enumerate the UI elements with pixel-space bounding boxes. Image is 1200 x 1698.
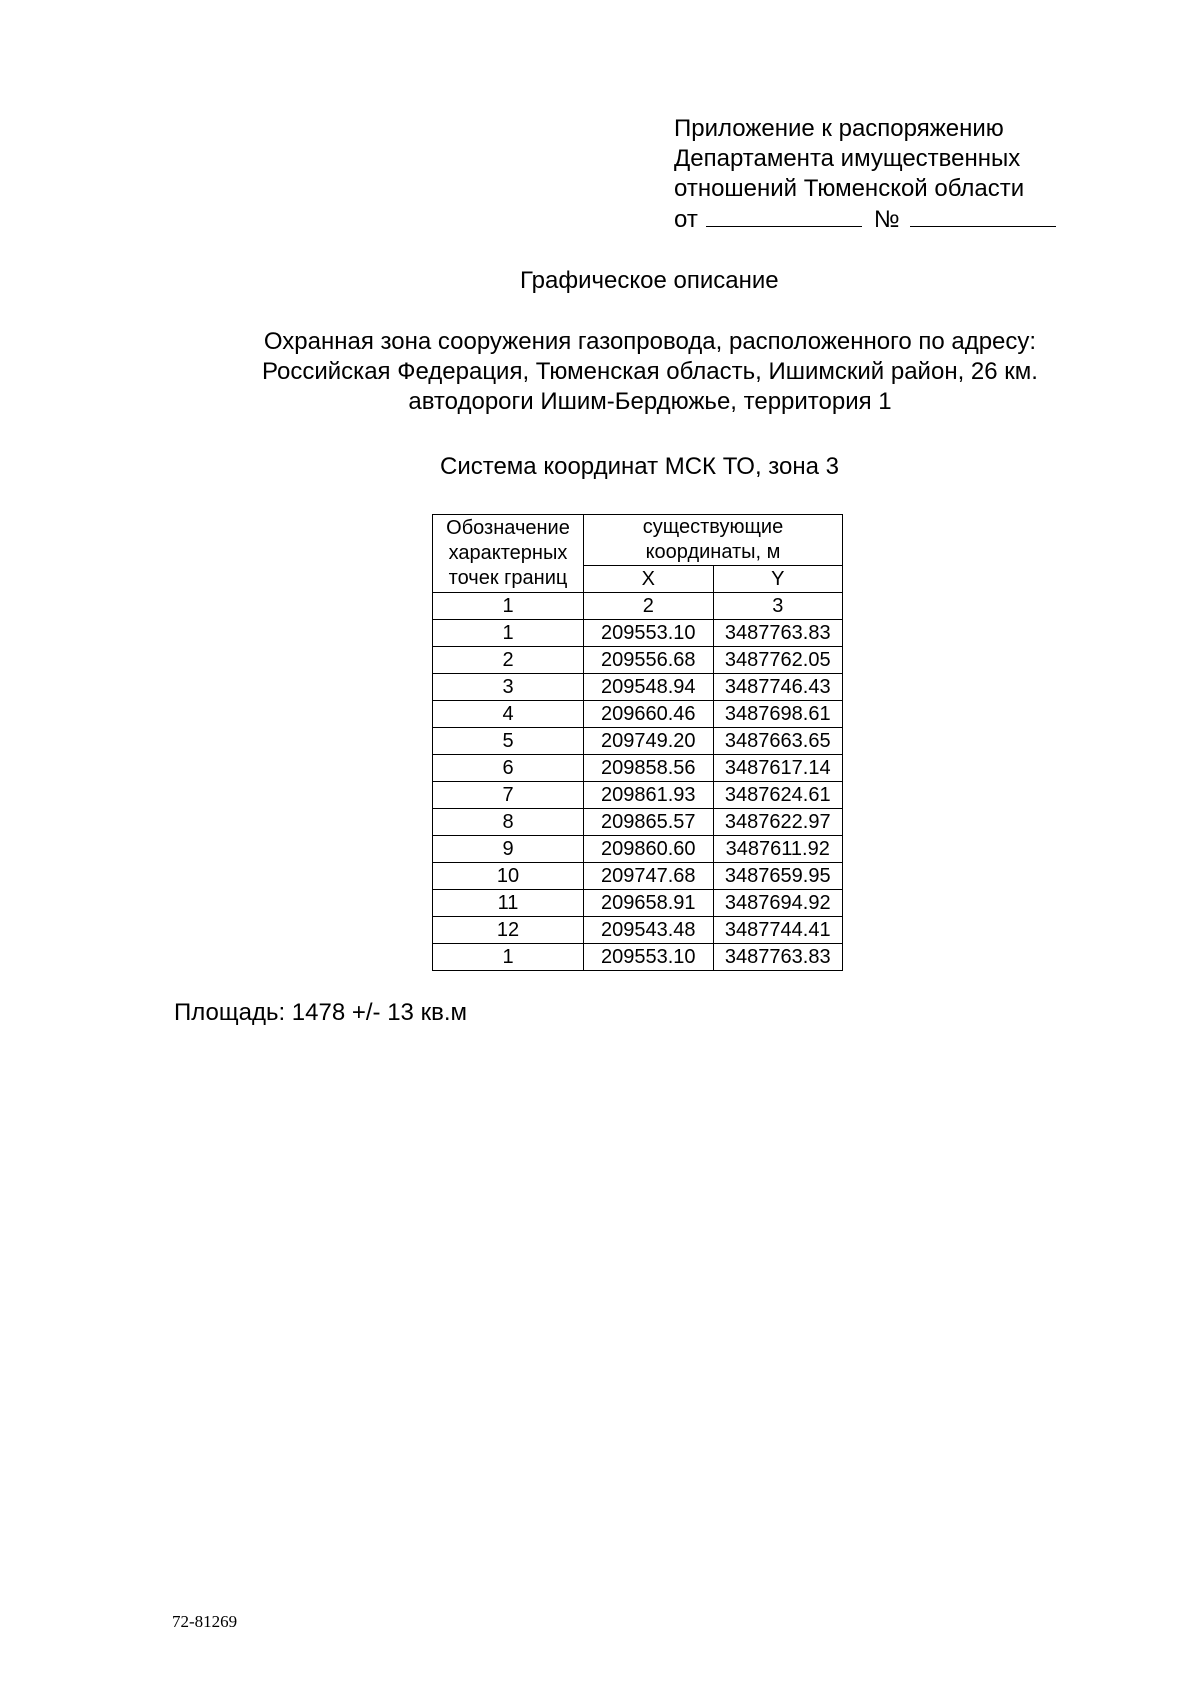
- column-number-3: 3: [713, 593, 843, 620]
- point-cell: 2: [433, 647, 584, 674]
- x-cell: 209865.57: [584, 809, 714, 836]
- table-row: [433, 944, 843, 971]
- x-cell: 209543.48: [584, 917, 714, 944]
- description-line-2: Российская Федерация, Тюменская область, Ишимский район, 26 км.: [262, 358, 1038, 385]
- point-cell: 1: [433, 944, 584, 971]
- y-cell: 3487617.14: [713, 755, 843, 782]
- table-column-numbers-row: [433, 593, 843, 620]
- y-cell: 3487698.61: [713, 701, 843, 728]
- x-cell: 209861.93: [584, 782, 714, 809]
- area-value: Площадь: 1478 +/- 13 кв.м: [174, 999, 467, 1026]
- x-cell: 209860.60: [584, 836, 714, 863]
- table-row: [433, 647, 843, 674]
- point-cell: 5: [433, 728, 584, 755]
- document-title: Графическое описание: [520, 267, 779, 294]
- appendix-line-3: отношений Тюменской области: [674, 175, 1025, 202]
- y-cell: 3487663.65: [713, 728, 843, 755]
- x-cell: 209553.10: [584, 944, 714, 971]
- y-cell: 3487763.83: [713, 620, 843, 647]
- table-row: [433, 917, 843, 944]
- x-cell: 209660.46: [584, 701, 714, 728]
- y-cell: 3487744.41: [713, 917, 843, 944]
- table-row: [433, 863, 843, 890]
- table-row: [433, 782, 843, 809]
- point-cell: 6: [433, 755, 584, 782]
- header-x: X: [584, 566, 714, 593]
- coordinate-system: Система координат МСК ТО, зона 3: [440, 453, 839, 480]
- x-cell: 209556.68: [584, 647, 714, 674]
- table-row: [433, 674, 843, 701]
- y-cell: 3487746.43: [713, 674, 843, 701]
- x-cell: 209749.20: [584, 728, 714, 755]
- column-number-1: 1: [433, 593, 584, 620]
- description-line-3: автодороги Ишим-Бердюжье, территория 1: [408, 388, 892, 415]
- appendix-line-1: Приложение к распоряжению: [674, 115, 1004, 142]
- point-cell: 1: [433, 620, 584, 647]
- point-cell: 12: [433, 917, 584, 944]
- x-cell: 209553.10: [584, 620, 714, 647]
- description-line-1: Охранная зона сооружения газопровода, расположенного по адресу:: [263, 328, 1037, 355]
- table-row: [433, 890, 843, 917]
- coordinates-table: [432, 514, 843, 971]
- x-cell: 209858.56: [584, 755, 714, 782]
- zone-description: [200, 327, 1100, 417]
- table-row: [433, 620, 843, 647]
- table-row: [433, 809, 843, 836]
- table-row: [433, 728, 843, 755]
- column-number-2: 2: [584, 593, 714, 620]
- appendix-header: [674, 114, 1114, 235]
- table-row: [433, 836, 843, 863]
- y-cell: 3487762.05: [713, 647, 843, 674]
- date-prefix: от: [674, 206, 698, 233]
- y-cell: 3487763.83: [713, 944, 843, 971]
- x-cell: 209747.68: [584, 863, 714, 890]
- y-cell: 3487611.92: [713, 836, 843, 863]
- point-cell: 10: [433, 863, 584, 890]
- y-cell: 3487659.95: [713, 863, 843, 890]
- document-number: 72-81269: [172, 1612, 238, 1631]
- y-cell: 3487622.97: [713, 809, 843, 836]
- point-cell: 3: [433, 674, 584, 701]
- y-cell: 3487624.61: [713, 782, 843, 809]
- header-coordinates-group: существующие координаты, м: [584, 515, 843, 566]
- header-point-label: Обозначение характерных точек границ: [433, 515, 584, 593]
- number-blank: [910, 204, 1056, 227]
- number-prefix: №: [873, 206, 900, 233]
- y-cell: 3487694.92: [713, 890, 843, 917]
- point-cell: 11: [433, 890, 584, 917]
- table-row: [433, 701, 843, 728]
- x-cell: 209658.91: [584, 890, 714, 917]
- appendix-date-number-line: [674, 204, 1114, 235]
- table-row: [433, 755, 843, 782]
- point-cell: 7: [433, 782, 584, 809]
- point-cell: 8: [433, 809, 584, 836]
- appendix-line-2: Департамента имущественных: [674, 145, 1021, 172]
- point-cell: 9: [433, 836, 584, 863]
- date-blank: [706, 204, 862, 227]
- header-y: Y: [713, 566, 843, 593]
- x-cell: 209548.94: [584, 674, 714, 701]
- point-cell: 4: [433, 701, 584, 728]
- table-header-row: [433, 515, 843, 566]
